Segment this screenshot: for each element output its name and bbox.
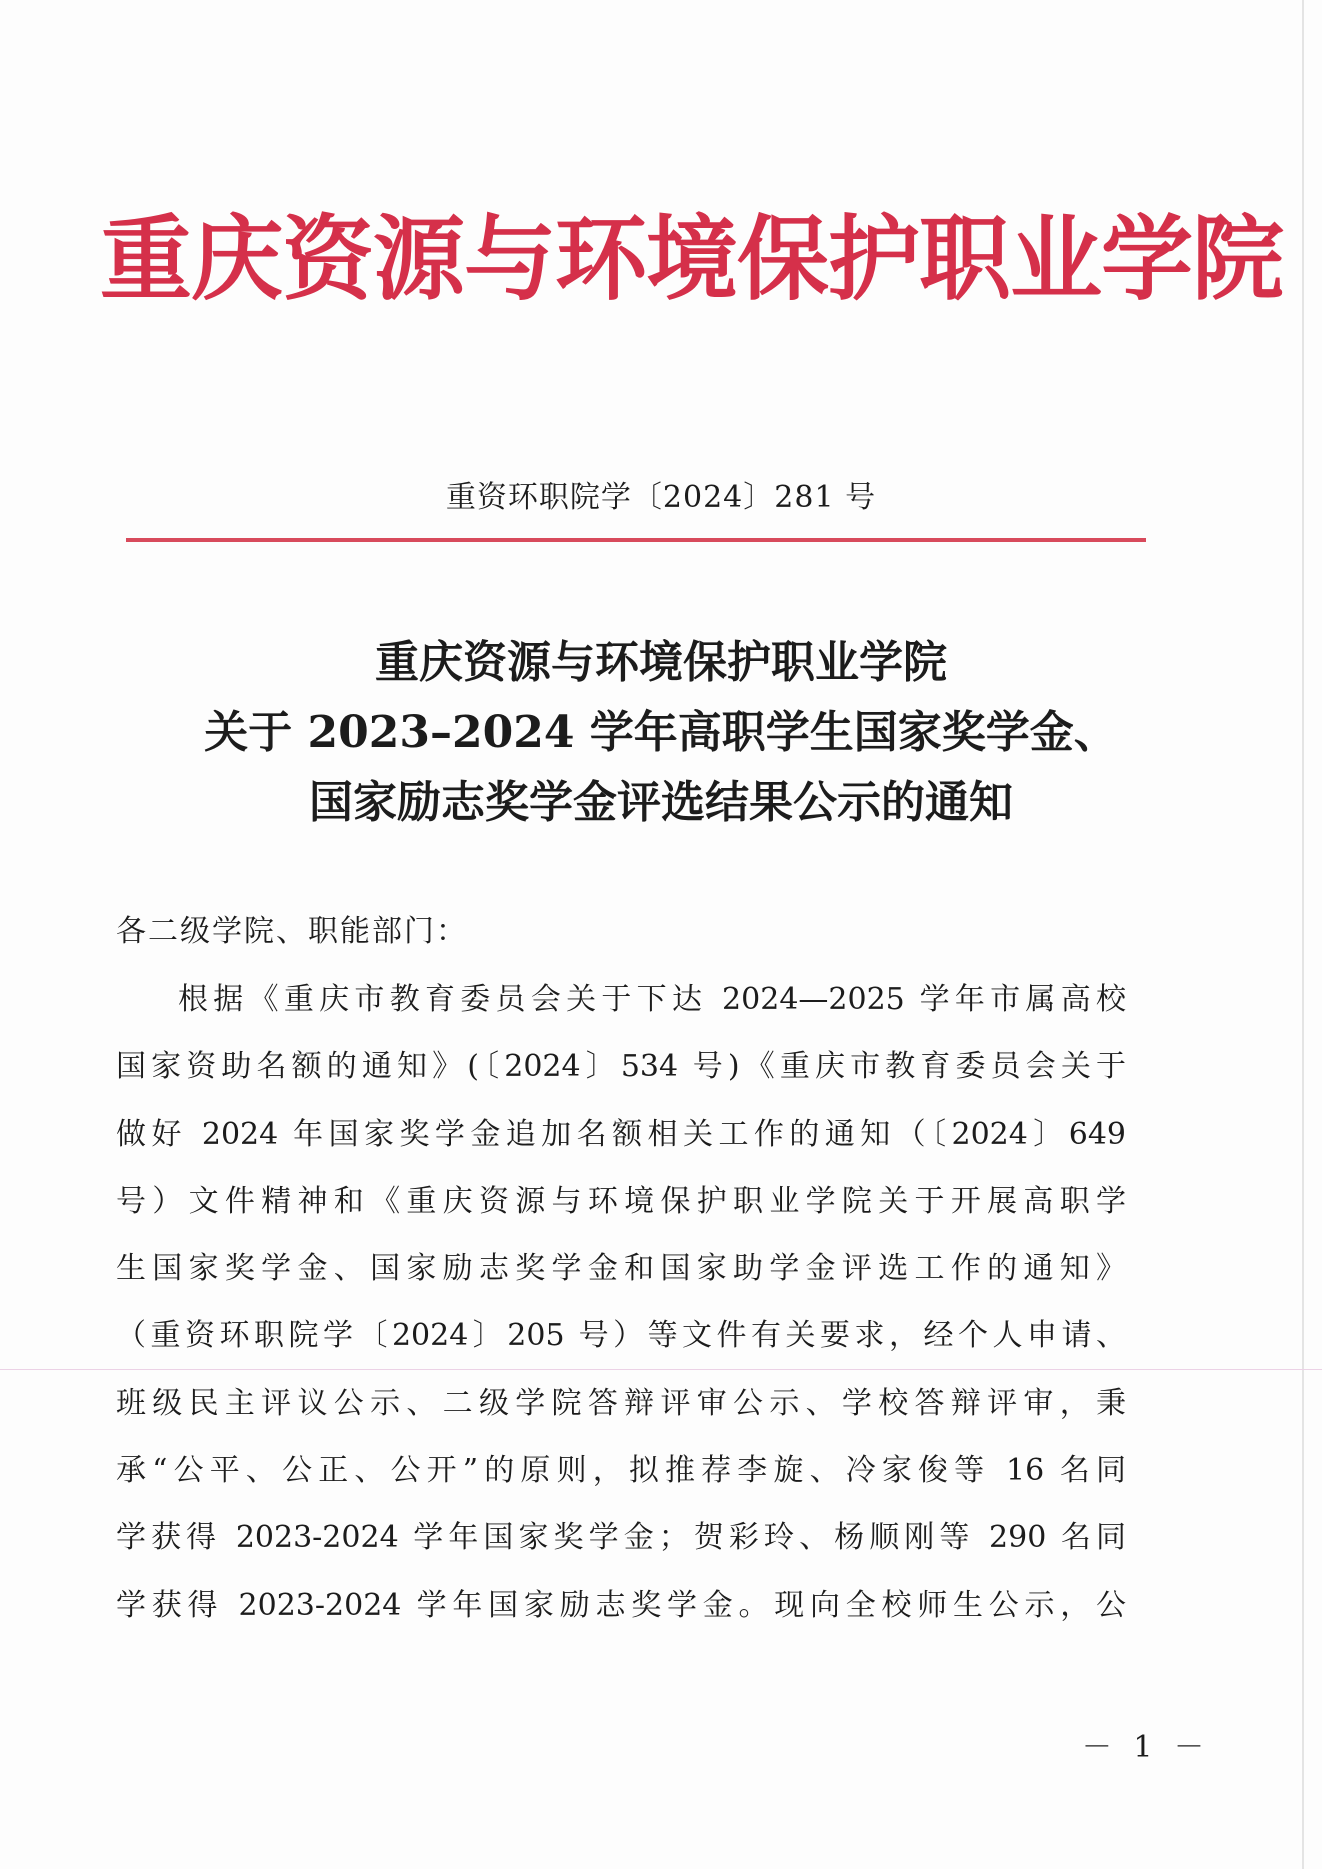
paragraph-line: 生国家奖学金、国家励志奖学金和国家助学金评选工作的通知》	[116, 1251, 1126, 1287]
paragraph-line: 根据《重庆市教育委员会关于下达 2024—2025 学年市属高校	[178, 982, 1126, 1017]
paragraph-line: （重资环职院学〔2024〕205 号）等文件有关要求，经个人申请、	[116, 1318, 1126, 1354]
title-line-2: 关于 2023–2024 学年高职学生国家奖学金、	[204, 707, 1118, 758]
paragraph-line: 学获得 2023-2024 学年国家奖学金；贺彩玲、杨顺刚等 290 名同	[116, 1520, 1126, 1556]
paragraph-line: 班级民主评议公示、二级学院答辩评审公示、学校答辩评审，秉	[116, 1385, 1126, 1421]
notice-body	[116, 898, 1126, 1639]
title-line-1: 重庆资源与环境保护职业学院	[375, 637, 947, 688]
paragraph-line: 号）文件精神和《重庆资源与环境保护职业学院关于开展高职学	[116, 1183, 1126, 1219]
title-line-3: 国家励志奖学金评选结果公示的通知	[309, 777, 1013, 828]
document-number: 重资环职院学〔2024〕281 号	[445, 480, 877, 515]
paragraph-line: 学获得 2023-2024 学年国家励志奖学金。现向全校师生公示，公	[116, 1587, 1126, 1623]
red-separator-rule	[126, 538, 1146, 542]
letterhead-org-name: 重庆资源与环境保护职业学院	[100, 206, 1284, 313]
paragraph-line: 承“公平、公正、公开”的原则，拟推荐李旋、冷家俊等 16 名同	[116, 1453, 1126, 1489]
scan-artifact-line	[0, 1369, 1322, 1370]
paragraph-line: 做好 2024 年国家奖学金追加名额相关工作的通知（〔2024〕649	[116, 1116, 1126, 1152]
page-number: － 1 －	[1081, 1730, 1210, 1765]
page-edge	[1302, 0, 1304, 1869]
paragraph-line: 国家资助名额的通知》(〔2024〕534 号)《重庆市教育委员会关于	[116, 1049, 1126, 1085]
notice-title	[0, 628, 1322, 838]
salutation: 各二级学院、职能部门：	[116, 914, 468, 949]
